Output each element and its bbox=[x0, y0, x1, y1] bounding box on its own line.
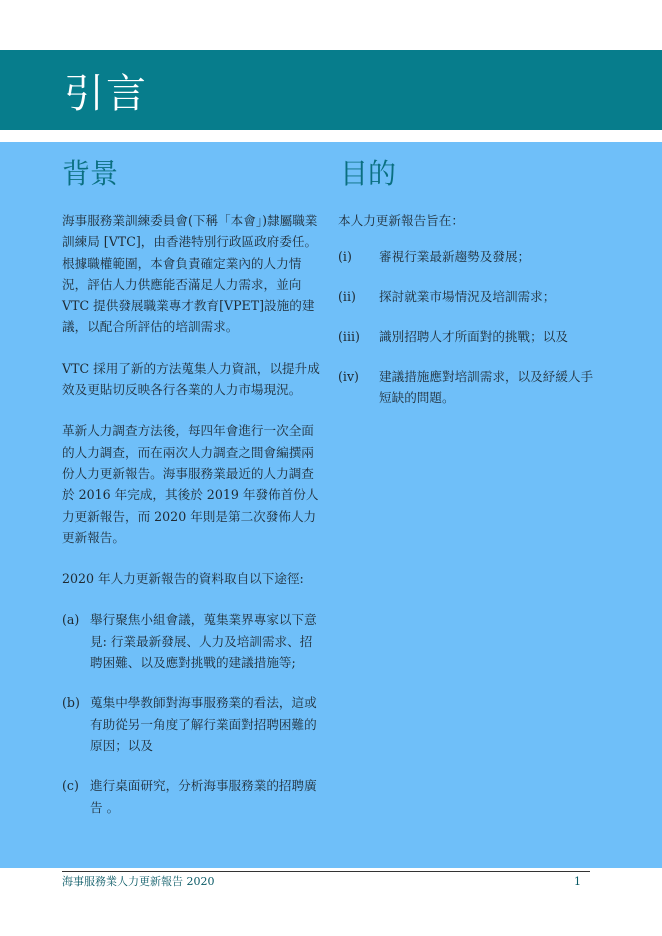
purpose-item-text: 審視行業最新趨勢及發展； bbox=[379, 249, 531, 265]
purpose-item-text: 探討就業市場情況及培訓需求； bbox=[379, 289, 556, 305]
purpose-item-marker: (iii) bbox=[338, 329, 360, 345]
purpose-list bbox=[338, 246, 600, 408]
background-paragraph: 2020 年人力更新報告的資料取自以下途徑: bbox=[62, 571, 304, 587]
source-item-marker: (b) bbox=[62, 695, 80, 711]
purpose-heading: 目的 bbox=[340, 157, 397, 190]
purpose-column bbox=[338, 210, 600, 427]
purpose-item-text: 建議措施應對培訓需求，以及紓緩人手短缺的問題。 bbox=[379, 368, 594, 406]
source-item bbox=[62, 775, 324, 818]
purpose-item-marker: (ii) bbox=[338, 289, 356, 305]
background-heading: 背景 bbox=[62, 157, 119, 190]
background-column bbox=[62, 210, 324, 837]
purpose-item-marker: (i) bbox=[338, 249, 352, 265]
background-paragraph: 革新人力調查方法後，每四年會進行一次全面的人力調查，而在兩次人力調查之間會編撰兩份人力更新報告。海事服務業最近的人力調查於 2016 年完成，其後於 2019 年發佈首份人力更新報告，而 2020 年則是第二次發佈人力更新報告。 bbox=[62, 423, 319, 545]
purpose-item bbox=[338, 326, 600, 347]
content-area bbox=[0, 142, 662, 868]
purpose-item-marker: (iv) bbox=[338, 368, 359, 384]
purpose-item bbox=[338, 366, 600, 409]
source-item-text: 舉行聚焦小組會議，蒐集業界專家以下意見: 行業最新發展、人力及培訓需求、招聘困難、以及應對挑戰的建議措施等; bbox=[90, 612, 317, 671]
footer-divider bbox=[62, 871, 590, 872]
source-item-marker: (a) bbox=[62, 612, 80, 628]
source-item-text: 蒐集中學教師對海事服務業的看法，這或有助從另一角度了解行業面對招聘困難的原因；以及 bbox=[90, 695, 317, 753]
page-title: 引言 bbox=[64, 71, 148, 117]
source-item bbox=[62, 609, 324, 673]
page-number: 1 bbox=[574, 875, 581, 888]
background-paragraph: 海事服務業訓練委員會(下稱「本會」)隸屬職業訓練局 [VTC]，由香港特別行政區政府委任。根據職權範圍，本會負責確定業內的人力情況，評估人力供應能否滿足人力需求，並向 VTC 提供發展職業專才教育[VPET]設施的建議，以配合所評估的培訓需求。 bbox=[62, 213, 318, 335]
source-item-text: 進行桌面研究，分析海事服務業的招聘廣告 。 bbox=[90, 778, 317, 815]
source-item bbox=[62, 692, 324, 756]
purpose-item bbox=[338, 246, 600, 267]
title-band bbox=[0, 50, 662, 130]
footer-report-name: 海事服務業人力更新報告 2020 bbox=[62, 875, 215, 888]
purpose-item bbox=[338, 286, 600, 307]
purpose-intro: 本人力更新報告旨在： bbox=[338, 213, 464, 228]
background-paragraph: VTC 採用了新的方法蒐集人力資訊，以提升成效及更貼切反映各行各業的人力市場現況。 bbox=[62, 360, 320, 398]
source-item-marker: (c) bbox=[62, 778, 79, 794]
purpose-item-text: 識別招聘人才所面對的挑戰；以及 bbox=[379, 329, 568, 345]
